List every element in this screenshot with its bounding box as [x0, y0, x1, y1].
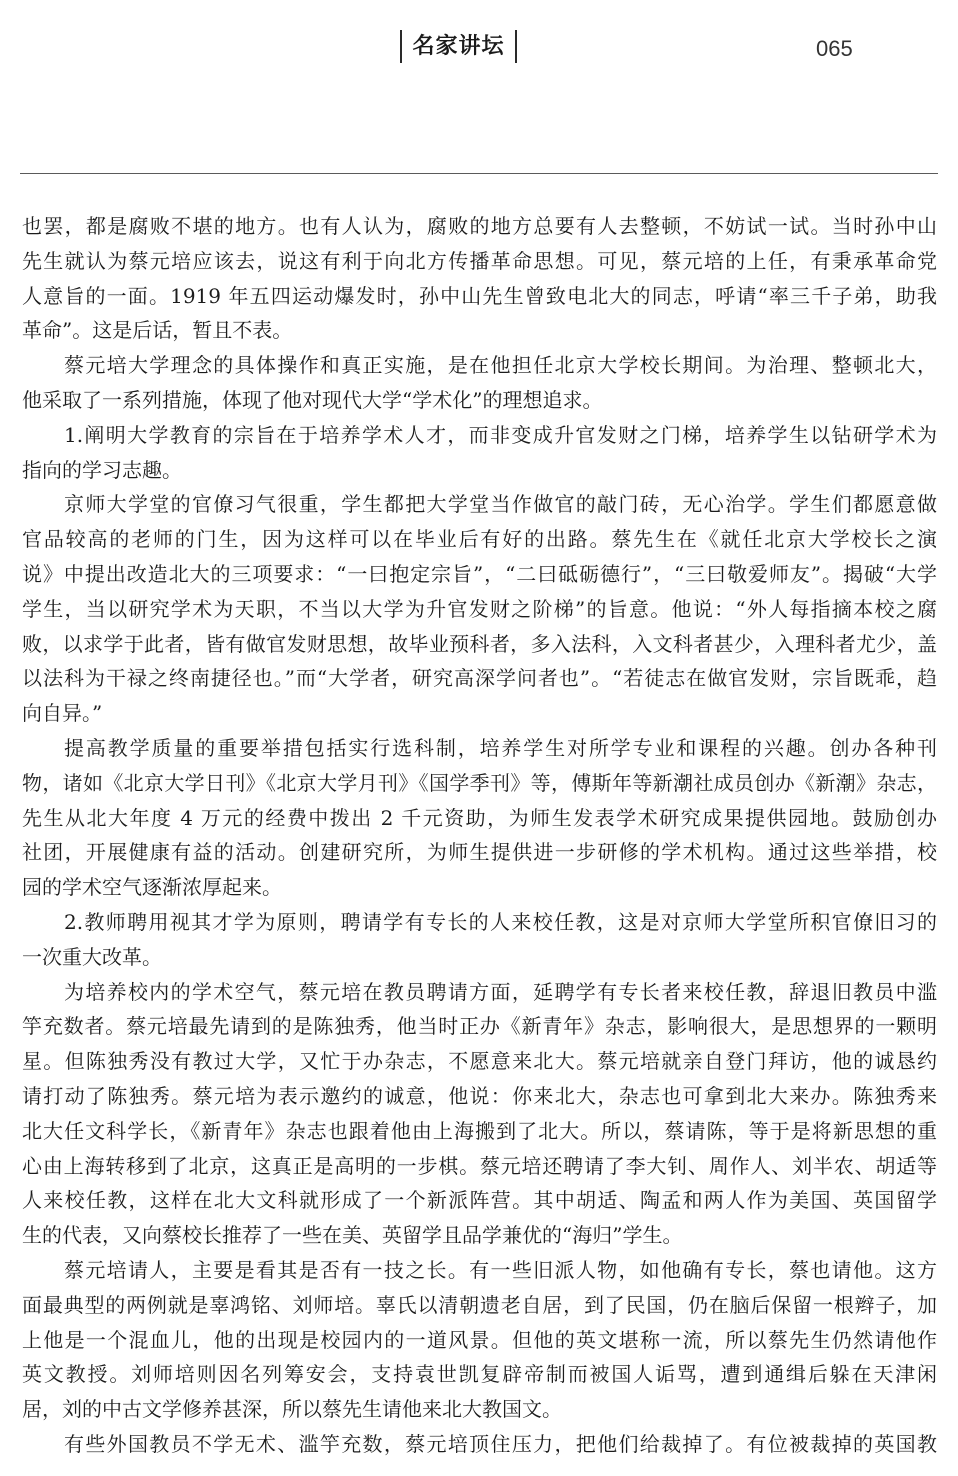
- text-line: 先生从北大年度 4 万元的经费中拨出 2 千元资助，为师生发表学术研究成果提供园地。鼓励创办: [22, 805, 937, 830]
- text-line: 英文教授。刘师培则因名列筹安会，支持袁世凯复辟帝制而被国人诟骂，遭到通缉后躲在天津闲: [22, 1362, 937, 1387]
- text-line: 1.阐明大学教育的宗旨在于培养学术人才，而非变成升官发财之门梯，培养学生以钻研学术为: [64, 422, 937, 447]
- text-line: 一次重大改革。: [22, 944, 162, 969]
- text-line: 他采取了一系列措施，体现了他对现代大学“学术化”的理想追求。: [22, 387, 603, 412]
- text-line: 园的学术空气逐渐浓厚起来。: [22, 875, 282, 900]
- numbered-point: [22, 418, 937, 488]
- text-line: 革命”。这是后话，暂且不表。: [22, 318, 293, 343]
- text-line: 蔡元培大学理念的具体操作和真正实施，是在他担任北京大学校长期间。为治理、整顿北大，: [64, 353, 937, 378]
- paragraph: [22, 731, 937, 905]
- text-line: 居，刘的中古文学修养甚深，所以蔡先生请他来北大教国文。: [22, 1397, 562, 1422]
- text-line: 有些外国教员不学无术、滥竽充数，蔡元培顶住压力，把他们给裁掉了。有位被裁掉的英国教: [64, 1431, 937, 1456]
- paragraph: [22, 487, 937, 731]
- text-line: 人来校任教，这样在北大文科就形成了一个新派阵营。其中胡适、陶孟和两人作为美国、英国留学: [22, 1188, 937, 1213]
- text-line: 官品较高的老师的门生，因为这样可以在毕业后有好的出路。蔡先生在《就任北京大学校长之演: [22, 527, 937, 552]
- paragraph: [22, 975, 937, 1253]
- section-title-right-bar: [515, 30, 517, 63]
- text-line: 提高教学质量的重要举措包括实行选科制，培养学生对所学专业和课程的兴趣。创办各种刊: [64, 735, 937, 760]
- paragraph: [22, 209, 937, 348]
- text-line: 先生就认为蔡元培应该去，说这有利于向北方传播革命思想。可见，蔡元培的上任，有秉承革命党: [22, 248, 937, 273]
- text-line: 以法科为干禄之终南捷径也。”而“大学者，研究高深学问者也”。“若徒志在做官发财，宗旨既乖，趋: [22, 666, 937, 691]
- text-line: 生的代表，又向蔡校长推荐了一些在美、英留学且品学兼优的“海归”学生。: [22, 1223, 683, 1248]
- text-line: 请打动了陈独秀。蔡元培为表示邀约的诚意，他说：你来北大，杂志也可拿到北大来办。陈独秀来: [22, 1083, 937, 1108]
- text-line: 说》中提出改造北大的三项要求：“一曰抱定宗旨”，“二曰砥砺德行”，“三曰敬爱师友”。揭破“大学: [22, 561, 937, 586]
- text-line: 京师大学堂的官僚习气很重，学生都把大学堂当作做官的敲门砖，无心治学。学生们都愿意做: [64, 492, 937, 517]
- text-line: 人意旨的一面。1919 年五四运动爆发时，孙中山先生曾致电北大的同志，呼请“率三千子弟，助我: [22, 283, 937, 308]
- text-line: 指向的学习志趣。: [22, 457, 182, 482]
- text-line: 物，诸如《北京大学日刊》《北京大学月刊》《国学季刊》等，傅斯年等新潮社成员创办《新潮》杂志，: [22, 770, 937, 795]
- text-line: 为培养校内的学术空气，蔡元培在教员聘请方面，延聘学有专长者来校任教，辞退旧教员中滥: [64, 979, 937, 1004]
- text-line: 向自异。”: [22, 701, 103, 726]
- article-body: [22, 209, 937, 1462]
- text-line: 败，以求学于此者，皆有做官发财思想，故毕业预科者，多入法科，入文科者甚少，入理科者尤少，盖: [22, 631, 937, 656]
- paragraph: [22, 1427, 937, 1462]
- text-line: 学生，当以研究学术为天职，不当以大学为升官发财之阶梯”的旨意。他说：“外人每指摘本校之腐: [22, 596, 937, 621]
- text-line: 北大任文科学长，《新青年》杂志也跟着他由上海搬到了北大。所以，蔡请陈，等于是将新思想的重: [22, 1118, 937, 1143]
- text-line: 社团，开展健康有益的活动。创建研究所，为师生提供进一步研修的学术机构。通过这些举措，校: [22, 840, 937, 865]
- text-line: 星。但陈独秀没有教过大学，又忙于办杂志，不愿意来北大。蔡元培就亲自登门拜访，他的诚恳约: [22, 1049, 937, 1074]
- text-line: 心由上海转移到了北京，这真正是高明的一步棋。蔡元培还聘请了李大钊、周作人、刘半农、胡适等: [22, 1153, 937, 1178]
- text-line: 面最典型的两例就是辜鸿铭、刘师培。辜氏以清朝遗老自居，到了民国，仍在脑后保留一根辫子，加: [22, 1292, 937, 1317]
- paragraph: [22, 1253, 937, 1427]
- text-line: 蔡元培请人，主要是看其是否有一技之长。有一些旧派人物，如他确有专长，蔡也请他。这方: [64, 1257, 937, 1282]
- paragraph: [22, 348, 937, 418]
- header-rule: [20, 173, 938, 174]
- section-title: 名家讲坛: [412, 34, 505, 59]
- text-line: 也罢，都是腐败不堪的地方。也有人认为，腐败的地方总要有人去整顿，不妨试一试。当时孙中山: [22, 214, 937, 238]
- text-line: 2.教师聘用视其才学为原则，聘请学有专长的人来校任教，这是对京师大学堂所积官僚旧习的: [64, 909, 937, 934]
- page-number: 065: [816, 36, 853, 61]
- text-line: 上他是一个混血儿，他的出现是校园内的一道风景。但他的英文堪称一流，所以蔡先生仍然请他作: [22, 1327, 937, 1352]
- numbered-point: [22, 905, 937, 975]
- text-line: 竽充数者。蔡元培最先请到的是陈独秀，他当时正办《新青年》杂志，影响很大，是思想界的一颗明: [22, 1014, 937, 1039]
